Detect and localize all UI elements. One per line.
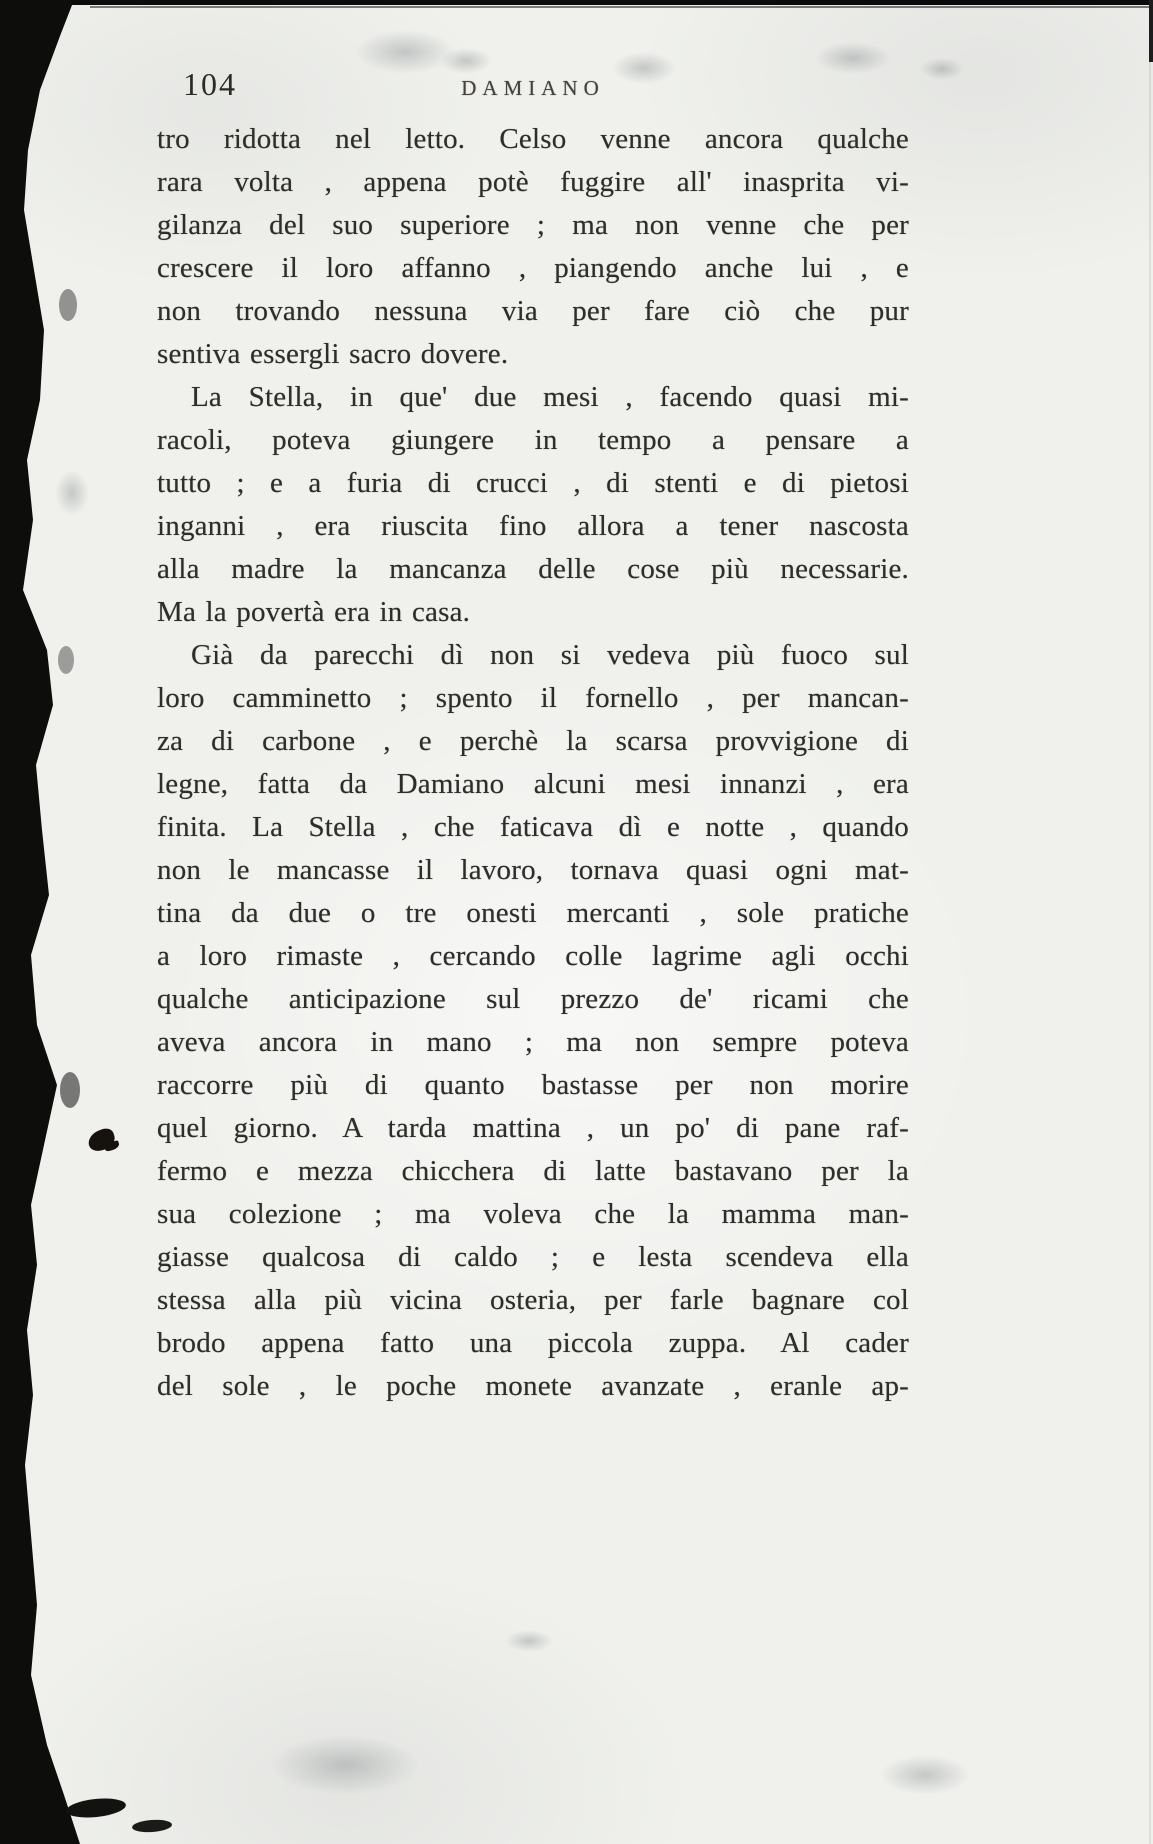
text-line: del sole , le poche monete avanzate , eranle ap- [157, 1370, 909, 1402]
scan-edge-right-faint [1149, 0, 1151, 1844]
body-text [157, 118, 909, 1408]
text-line: fermo e mezza chicchera di latte bastavano per la [157, 1155, 909, 1187]
text-line: inganni , era riuscita fino allora a tener nascosta [157, 510, 909, 542]
text-line: alla madre la mancanza delle cose più necessarie. [157, 553, 909, 585]
page-header [157, 66, 909, 114]
text-line: non le mancasse il lavoro, tornava quasi ogni mat- [157, 854, 909, 886]
text-line: quel giorno. A tarda mattina , un po' di pane raf- [157, 1112, 909, 1144]
text-line: giasse qualcosa di caldo ; e lesta scendeva ella [157, 1241, 909, 1273]
scan-edge-top-line [90, 6, 1153, 8]
text-line: loro camminetto ; spento il fornello , per mancan- [157, 682, 909, 714]
text-line: crescere il loro affanno , piangendo anche lui , e [157, 252, 909, 284]
text-line: aveva ancora in mano ; ma non sempre poteva [157, 1026, 909, 1058]
text-line: rara volta , appena potè fuggire all' inasprita vi- [157, 166, 909, 198]
text-line: gilanza del suo superiore ; ma non venne che per [157, 209, 909, 241]
text-line: Ma la povertà era in casa. [157, 596, 471, 628]
text-line: tutto ; e a furia di crucci , di stenti e di pietosi [157, 467, 909, 499]
text-line: a loro rimaste , cercando colle lagrime agli occhi [157, 940, 909, 972]
paper-smudge [270, 1735, 420, 1795]
text-line: Già da parecchi dì non si vedeva più fuoco sul [191, 639, 909, 671]
text-line: za di carbone , e perchè la scarsa provvigione di [157, 725, 909, 757]
text-line: sentiva essergli sacro dovere. [157, 338, 509, 370]
paper-smudge [920, 58, 964, 80]
page-number: 104 [183, 66, 237, 102]
text-line: qualche anticipazione sul prezzo de' ricami che [157, 983, 909, 1015]
running-header: DAMIANO [461, 76, 605, 100]
text-line: tina da due o tre onesti mercanti , sole pratiche [157, 897, 909, 929]
text-line: non trovando nessuna via per fare ciò che pur [157, 295, 909, 327]
paper-smudge [880, 1755, 970, 1795]
text-line: stessa alla più vicina osteria, per farle bagnare col [157, 1284, 909, 1316]
text-line: raccorre più di quanto bastasse per non morire [157, 1069, 909, 1101]
text-line: racoli, poteva giungere in tempo a pensare a [157, 424, 909, 456]
text-line: finita. La Stella , che faticava dì e notte , quando [157, 811, 909, 843]
text-line: brodo appena fatto una piccola zuppa. Al cader [157, 1327, 909, 1359]
text-block [157, 66, 909, 1408]
paper-smudge [505, 1630, 553, 1652]
binding-shadow [0, 0, 180, 1844]
text-line: tro ridotta nel letto. Celso venne ancora qualche [157, 123, 909, 155]
text-line: La Stella, in que' due mesi , facendo quasi mi- [191, 381, 909, 413]
scan-edge-right [1149, 0, 1153, 62]
text-line: sua colezione ; ma voleva che la mamma man- [157, 1198, 909, 1230]
text-line: legne, fatta da Damiano alcuni mesi innanzi , era [157, 768, 909, 800]
